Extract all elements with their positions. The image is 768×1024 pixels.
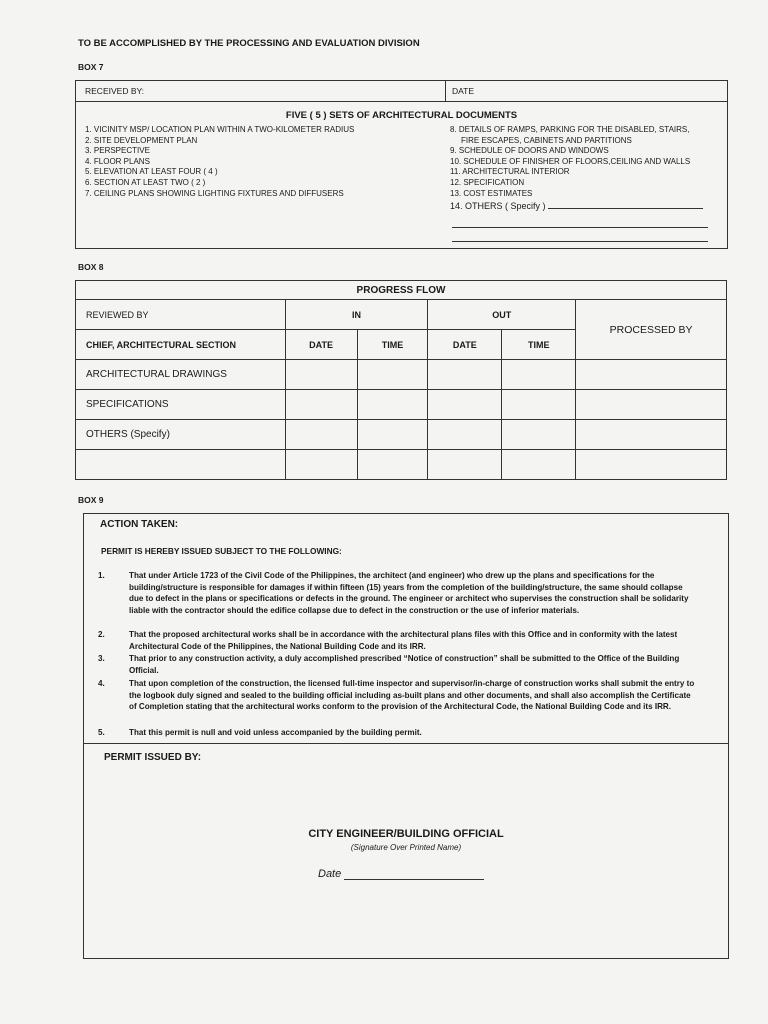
in-date-header: DATE [285, 330, 357, 360]
row-label[interactable] [76, 450, 286, 480]
processed-by-cell[interactable] [576, 420, 727, 450]
condition-text: That the proposed architectural works shall be in accordance with the architectural plans files with this Office and in conformity with the latest Architectural Code of the Philippines, the National Building Code and its IRR. [129, 630, 678, 651]
document-item: 2. SITE DEVELOPMENT PLAN [85, 135, 198, 145]
row-label: OTHERS (Specify) [76, 420, 286, 450]
document-item: 12. SPECIFICATION [450, 177, 525, 187]
condition-text: That under Article 1723 of the Civil Code of the Philippines, the architect (and engineer) who drew up the plans and specifications for the building/structure is responsible for damages if within fifteen (15) years from the completion of the building/structure, the same should collapse due to defect in the plans or specifications or defects in the ground. The engineer or architect who supervises the construction shall be solidarity liable with the contractor should the edifice collapse due to defect in the construction or the use of inferior materials. [129, 571, 689, 616]
processed-by-cell[interactable] [576, 360, 727, 390]
in-date-cell[interactable] [285, 420, 357, 450]
table-row [76, 450, 727, 480]
others-specify-label: 14. OTHERS ( Specify ) [450, 201, 546, 212]
condition-text: That upon completion of the construction, the licensed full-time inspector and supervisor/in-charge of construction works shall submit the entry to the logbook duly signed and sealed to the building official including as-built plans and other documents, and shall also accomplish the Certificate of Completion stating that the architectural works conform to the provision of the Architectural Code, the National Building Code and its IRR. [129, 679, 695, 712]
documents-list-left [85, 125, 445, 199]
document-item: 9. SCHEDULE OF DOORS AND WINDOWS [450, 146, 609, 156]
processed-by-header: PROCESSED BY [576, 300, 727, 360]
box7-label: BOX 7 [78, 62, 104, 72]
received-by-field[interactable]: RECEIVED BY: [85, 86, 145, 96]
document-item: 8. DETAILS OF RAMPS, PARKING FOR THE DISABLED, STAIRS, [450, 125, 690, 134]
document-item: 11. ARCHITECTURAL INTERIOR [450, 167, 570, 177]
document-item: 7. CEILING PLANS SHOWING LIGHTING FIXTURES AND DIFFUSERS [85, 188, 344, 198]
table-row [76, 360, 727, 390]
in-date-cell[interactable] [285, 450, 357, 480]
out-date-header: DATE [428, 330, 502, 360]
others-specify-input[interactable] [548, 208, 703, 209]
in-time-header: TIME [357, 330, 428, 360]
row-label: ARCHITECTURAL DRAWINGS [76, 360, 286, 390]
in-header: IN [285, 300, 428, 330]
date-label: Date [318, 868, 342, 880]
permit-subject-label: PERMIT IS HEREBY ISSUED SUBJECT TO THE FOLLOWING: [101, 546, 342, 556]
official-title: CITY ENGINEER/BUILDING OFFICIAL [308, 828, 504, 840]
condition-item [98, 653, 697, 676]
row-label: SPECIFICATIONS [76, 390, 286, 420]
out-time-cell[interactable] [502, 420, 576, 450]
document-item: 10. SCHEDULE OF FINISHER OF FLOORS,CEILING AND WALLS [450, 156, 691, 166]
document-item: 6. SECTION AT LEAST TWO ( 2 ) [85, 177, 206, 187]
condition-item [98, 727, 697, 739]
others-line-2[interactable] [452, 241, 708, 242]
in-time-cell[interactable] [357, 360, 428, 390]
out-date-cell[interactable] [428, 450, 502, 480]
out-time-cell[interactable] [502, 360, 576, 390]
action-taken-label: ACTION TAKEN: [100, 519, 179, 530]
document-item: 5. ELEVATION AT LEAST FOUR ( 4 ) [85, 167, 218, 177]
date-input[interactable] [344, 879, 484, 880]
documents-title: FIVE ( 5 ) SETS OF ARCHITECTURAL DOCUMENTS [285, 110, 518, 121]
processed-by-cell[interactable] [576, 450, 727, 480]
in-date-cell[interactable] [285, 390, 357, 420]
table-row [76, 390, 727, 420]
document-item: FIRE ESCAPES, CABINETS AND PARTITIONS [461, 135, 632, 145]
out-date-cell[interactable] [428, 360, 502, 390]
out-time-cell[interactable] [502, 390, 576, 420]
box9-label: BOX 9 [78, 495, 104, 505]
condition-item [98, 629, 697, 652]
others-line-1[interactable] [452, 227, 708, 228]
date-field[interactable]: DATE [452, 86, 475, 96]
condition-number: 4. [98, 679, 105, 688]
out-date-cell[interactable] [428, 420, 502, 450]
in-time-cell[interactable] [357, 420, 428, 450]
condition-text: That prior to any construction activity, a duly accomplished prescribed “Notice of construction” shall be submitted to the Office of the Building Official. [129, 654, 680, 675]
condition-item [98, 678, 697, 713]
condition-number: 1. [98, 571, 105, 580]
box8-label: BOX 8 [78, 262, 104, 272]
document-item: 3. PERSPECTIVE [85, 146, 150, 156]
in-time-cell[interactable] [357, 450, 428, 480]
date-signature-row [318, 868, 484, 880]
box7 [75, 80, 728, 249]
out-date-cell[interactable] [428, 390, 502, 420]
table-row [76, 420, 727, 450]
in-date-cell[interactable] [285, 360, 357, 390]
in-time-cell[interactable] [357, 390, 428, 420]
condition-item [98, 570, 697, 617]
condition-number: 2. [98, 630, 105, 639]
document-item: 1. VICINITY MSP/ LOCATION PLAN WITHIN A TWO-KILOMETER RADIUS [85, 125, 355, 134]
document-item: 4. FLOOR PLANS [85, 156, 150, 166]
processed-by-cell[interactable] [576, 390, 727, 420]
condition-number: 3. [98, 654, 105, 663]
condition-text: That this permit is null and void unless accompanied by the building permit. [129, 728, 422, 737]
document-item: 13. COST ESTIMATES [450, 188, 533, 198]
signature-note: (Signature Over Printed Name) [350, 843, 462, 852]
others-specify-row [450, 201, 726, 212]
permit-issued-by-label: PERMIT ISSUED BY: [104, 752, 202, 763]
condition-number: 5. [98, 728, 105, 737]
progress-flow-title: PROGRESS FLOW [76, 281, 727, 300]
out-time-header: TIME [502, 330, 576, 360]
out-time-cell[interactable] [502, 450, 576, 480]
out-header: OUT [428, 300, 576, 330]
progress-flow-table [75, 280, 727, 480]
documents-list-right [450, 125, 726, 212]
reviewed-by-label: REVIEWED BY [76, 300, 286, 330]
chief-label: CHIEF, ARCHITECTURAL SECTION [76, 330, 286, 360]
form-header: TO BE ACCOMPLISHED BY THE PROCESSING AND EVALUATION DIVISION [78, 38, 420, 49]
